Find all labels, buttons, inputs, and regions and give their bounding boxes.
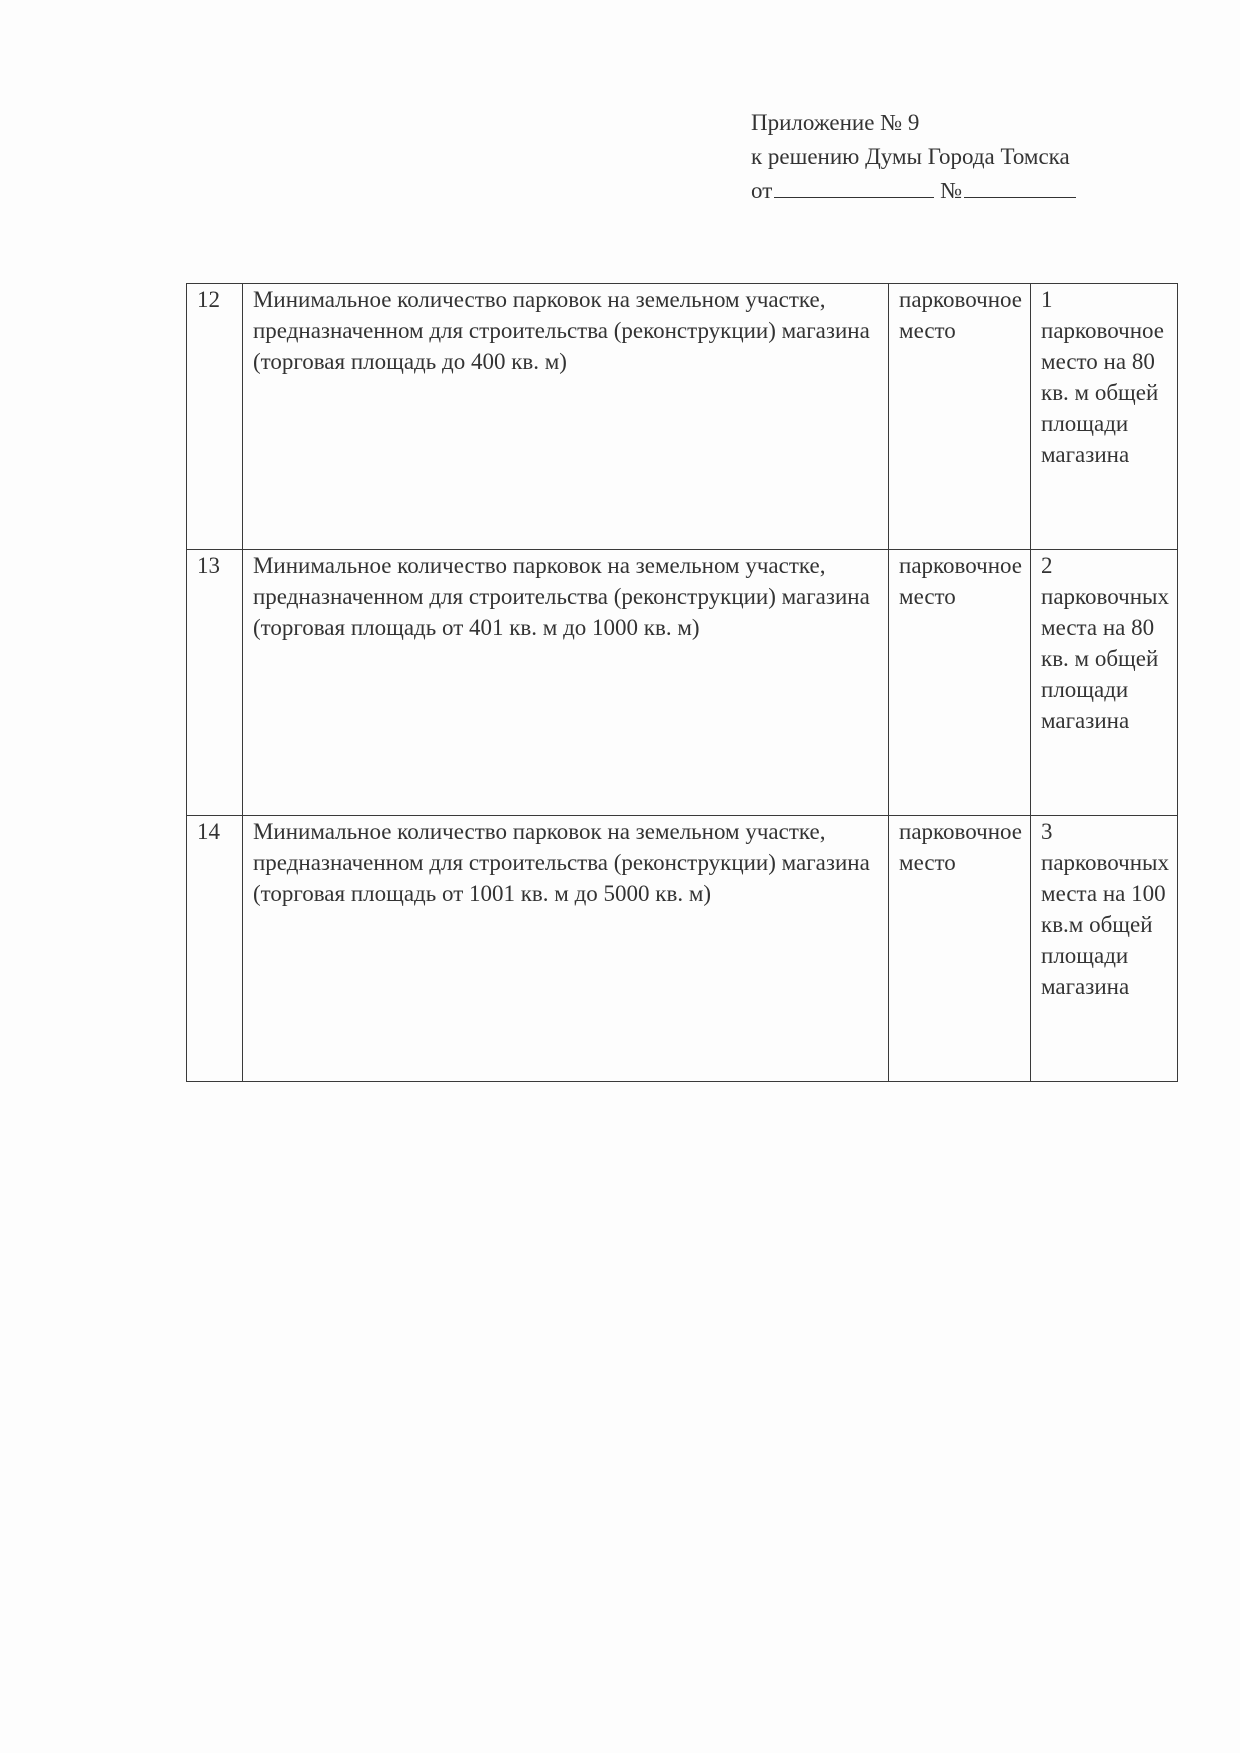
date-blank xyxy=(774,175,934,198)
number-sign: № xyxy=(940,178,963,203)
row-description: Минимальное количество парковок на земельном участке, предназначенном для строительства (реконструкции) магазина (торговая площадь до 400 кв. м) xyxy=(242,284,888,550)
date-number-line xyxy=(751,174,1151,208)
row-unit: парковочное место xyxy=(889,816,1031,1082)
parking-norms-table xyxy=(186,283,1178,1082)
date-prefix: от xyxy=(751,178,773,203)
appendix-title: Приложение № 9 xyxy=(751,110,920,135)
row-description: Минимальное количество парковок на земельном участке, предназначенном для строительства (реконструкции) магазина (торговая площадь от 1001 кв. м до 5000 кв. м) xyxy=(242,816,888,1082)
table-row xyxy=(187,284,1178,550)
table-row xyxy=(187,550,1178,816)
row-number: 14 xyxy=(187,816,243,1082)
row-description: Минимальное количество парковок на земельном участке, предназначенном для строительства (реконструкции) магазина (торговая площадь от 401 кв. м до 1000 кв. м) xyxy=(242,550,888,816)
row-number: 13 xyxy=(187,550,243,816)
row-value: 1 парковочное место на 80 кв. м общей площади магазина xyxy=(1031,284,1178,550)
row-unit: парковочное место xyxy=(889,550,1031,816)
decision-reference: к решению Думы Города Томска xyxy=(751,144,1070,169)
row-number: 12 xyxy=(187,284,243,550)
row-value: 2 парковочных места на 80 кв. м общей площади магазина xyxy=(1031,550,1178,816)
row-unit: парковочное место xyxy=(889,284,1031,550)
row-value: 3 парковочных места на 100 кв.м общей площади магазина xyxy=(1031,816,1178,1082)
appendix-header xyxy=(751,106,1151,208)
number-blank xyxy=(964,175,1076,198)
table-row xyxy=(187,816,1178,1082)
